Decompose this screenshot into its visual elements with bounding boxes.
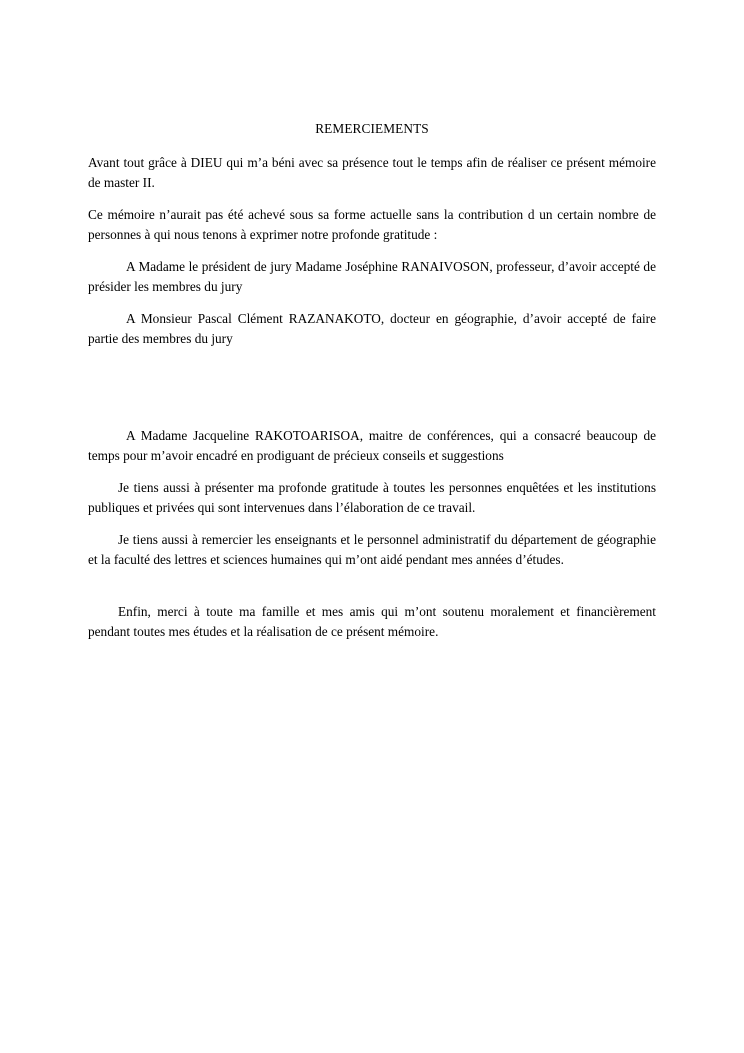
paragraph-supervisor: A Madame Jacqueline RAKOTOARISOA, maitre de conférences, qui a consacré beaucoup de temps pour m’avoir encadré en prodiguant de précieux conseils et suggestions — [88, 428, 656, 463]
paragraph-contribution: Ce mémoire n’aurait pas été achevé sous sa forme actuelle sans la contribution d un certain nombre de personnes à qui nous tenons à exprimer notre profonde gratitude : — [88, 207, 656, 242]
paragraph-intro: Avant tout grâce à DIEU qui m’a béni avec sa présence tout le temps afin de réaliser ce présent mémoire de master II. — [88, 155, 656, 190]
paragraph-teachers: Je tiens aussi à remercier les enseignants et le personnel administratif du département de géographie et la faculté des lettres et sciences humaines qui m’ont aidé pendant mes années d’études. — [88, 532, 656, 567]
paragraph-family: Enfin, merci à toute ma famille et mes amis qui m’ont soutenu moralement et financièrement pendant toutes mes études et la réalisation de ce présent mémoire. — [88, 604, 656, 639]
page-title: REMERCIEMENTS — [315, 121, 429, 136]
paragraph-jury-president: A Madame le président de jury Madame Joséphine RANAIVOSON, professeur, d’avoir accepté de présider les membres du jury — [88, 259, 656, 294]
paragraph-jury-member: A Monsieur Pascal Clément RAZANAKOTO, docteur en géographie, d’avoir accepté de faire partie des membres du jury — [88, 311, 656, 346]
paragraph-surveyed: Je tiens aussi à présenter ma profonde gratitude à toutes les personnes enquêtées et les institutions publiques et privées qui sont intervenues dans l’élaboration de ce travail. — [88, 480, 656, 515]
